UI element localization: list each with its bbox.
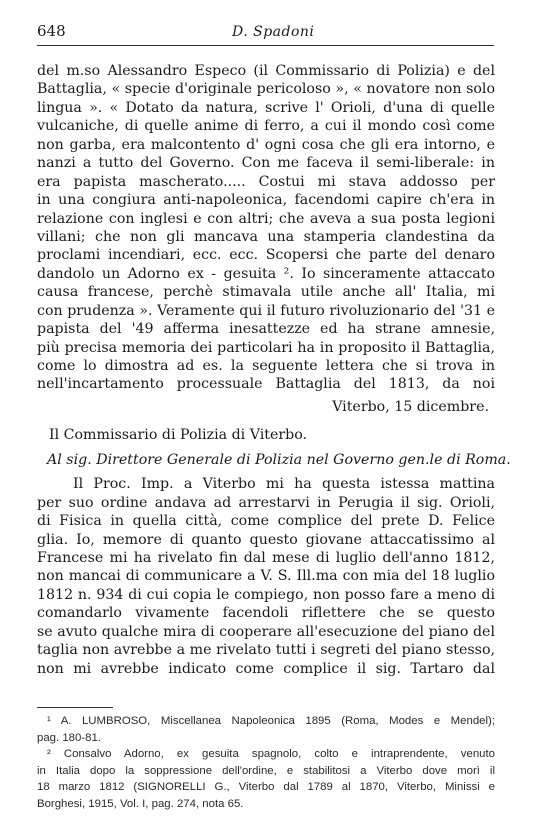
footnote-line: ² Consalvo Adorno, ex gesuita spagnolo, colto e intraprendente, venuto bbox=[47, 748, 495, 761]
dateline: Viterbo, 15 dicembre. bbox=[332, 398, 489, 415]
text-line: relazione con inglesi e con altri; che aveva a sua posta legioni bbox=[37, 210, 495, 227]
text-line: causa francese, perchè stimavala utile anche all' Italia, mi bbox=[37, 284, 495, 301]
footnotes bbox=[37, 713, 495, 813]
text-line: era papista mascherato..... Costui mi stava addosso per bbox=[37, 173, 495, 190]
text-line: lingua ». « Dotato da natura, scrive l' Orioli, d'una di quelle bbox=[37, 99, 495, 116]
footnote-line: pag. 180-81. bbox=[37, 731, 101, 744]
footnote-line: ¹ A. LUMBROSO, Miscellanea Napoleonica 1895 (Roma, Modes e Mendel); bbox=[47, 715, 495, 727]
text-line: Battaglia, « specie d'originale pericoloso », « novatore non solo bbox=[37, 81, 495, 98]
footnote-line: in Italia dopo la soppressione dell'ordine, e stabilitosi a Viterbo dove morì il bbox=[37, 764, 495, 777]
text-line: vulcaniche, di quelle anime di ferro, a cui il mondo così come bbox=[37, 118, 495, 135]
text-line: del m.so Alessandro Especo (il Commissario di Polizia) e del bbox=[37, 63, 495, 79]
letter-addressee: Al sig. Direttore Generale di Polizia nel Governo gen.le di Roma. bbox=[47, 451, 511, 468]
letter-line: se avuto qualche mira di cooperare all'esecuzione del piano del bbox=[37, 623, 495, 640]
footnote-line: 18 marzo 1812 (SIGNORELLI G., Viterbo dal 1789 al 1870, Viterbo, Minissi e bbox=[37, 781, 495, 794]
text-line: più precisa memoria dei particolari ha in proposito il Battaglia, bbox=[37, 339, 495, 356]
main-text bbox=[37, 62, 511, 678]
letter-line: glia. Io, memore di quanto questo giovane attaccatissimo al bbox=[37, 531, 495, 548]
text-line: in una congiura anti-napoleonica, facendomi capire ch'era in bbox=[37, 192, 495, 209]
running-head: D. Spadoni bbox=[232, 24, 315, 40]
page-number: 648 bbox=[37, 22, 66, 40]
text-line: nell'incartamento processuale Battaglia del 1813, da noi bbox=[37, 376, 495, 393]
letter-line: 1812 n. 934 di cui copia le compiego, non posso fare a meno di bbox=[37, 586, 495, 603]
text-line: con prudenza ». Veramente qui il futuro rivoluzionario del '31 e bbox=[37, 302, 495, 319]
letter-line: comandarlo vivamente facendoli riflettere che se questo bbox=[37, 605, 495, 622]
header-rule bbox=[37, 45, 494, 46]
text-line: come lo dimostra ad es. la seguente lettera che si trova in bbox=[37, 358, 495, 374]
letter-line: Il Proc. Imp. a Viterbo mi ha questa istessa mattina bbox=[73, 476, 495, 493]
letter-line: non mi avrebbe indicato come complice il sig. Tartaro dal bbox=[37, 660, 495, 677]
text-line: papista del '49 afferma inesattezze ed ha strane amnesie, bbox=[37, 321, 495, 338]
letter-line: Francese mi ha rivelato fin dal mese di luglio dell'anno 1812, bbox=[37, 549, 495, 566]
letter-line: non mancai di communicare a V. S. Ill.ma con mia del 18 luglio bbox=[37, 568, 495, 585]
text-line: nanzi a tutto del Governo. Con me faceva il semi-liberale: in bbox=[37, 155, 495, 172]
letter-heading: Il Commissario di Polizia di Viterbo. bbox=[49, 427, 308, 444]
letter-line: taglia non avrebbe a me rivelato tutti i segreti del piano stesso, bbox=[37, 642, 495, 659]
text-line: dandolo un Adorno ex - gesuita ². Io sinceramente attaccato bbox=[37, 265, 495, 282]
text-line: proclami incendiari, ecc. ecc. Scopersi che parte del denaro bbox=[37, 247, 495, 264]
letter-line: di Fisica in quella città, come complice del prete D. Felice bbox=[37, 513, 495, 530]
text-line: villani; che non gli mancava una stamperia clandestina da bbox=[37, 228, 495, 245]
letter-line: per suo ordine andava ad arrestarvi in Perugia il sig. Orioli, bbox=[37, 494, 495, 511]
footnote-rule bbox=[37, 707, 113, 708]
text-line: non garba, era malcontento d' ogni cosa che gli era intorno, e bbox=[37, 136, 495, 153]
page-header bbox=[37, 22, 493, 44]
footnote-line: Borghesi, 1915, Vol. I, pag. 274, nota 65. bbox=[37, 797, 244, 810]
spacer bbox=[37, 416, 495, 426]
